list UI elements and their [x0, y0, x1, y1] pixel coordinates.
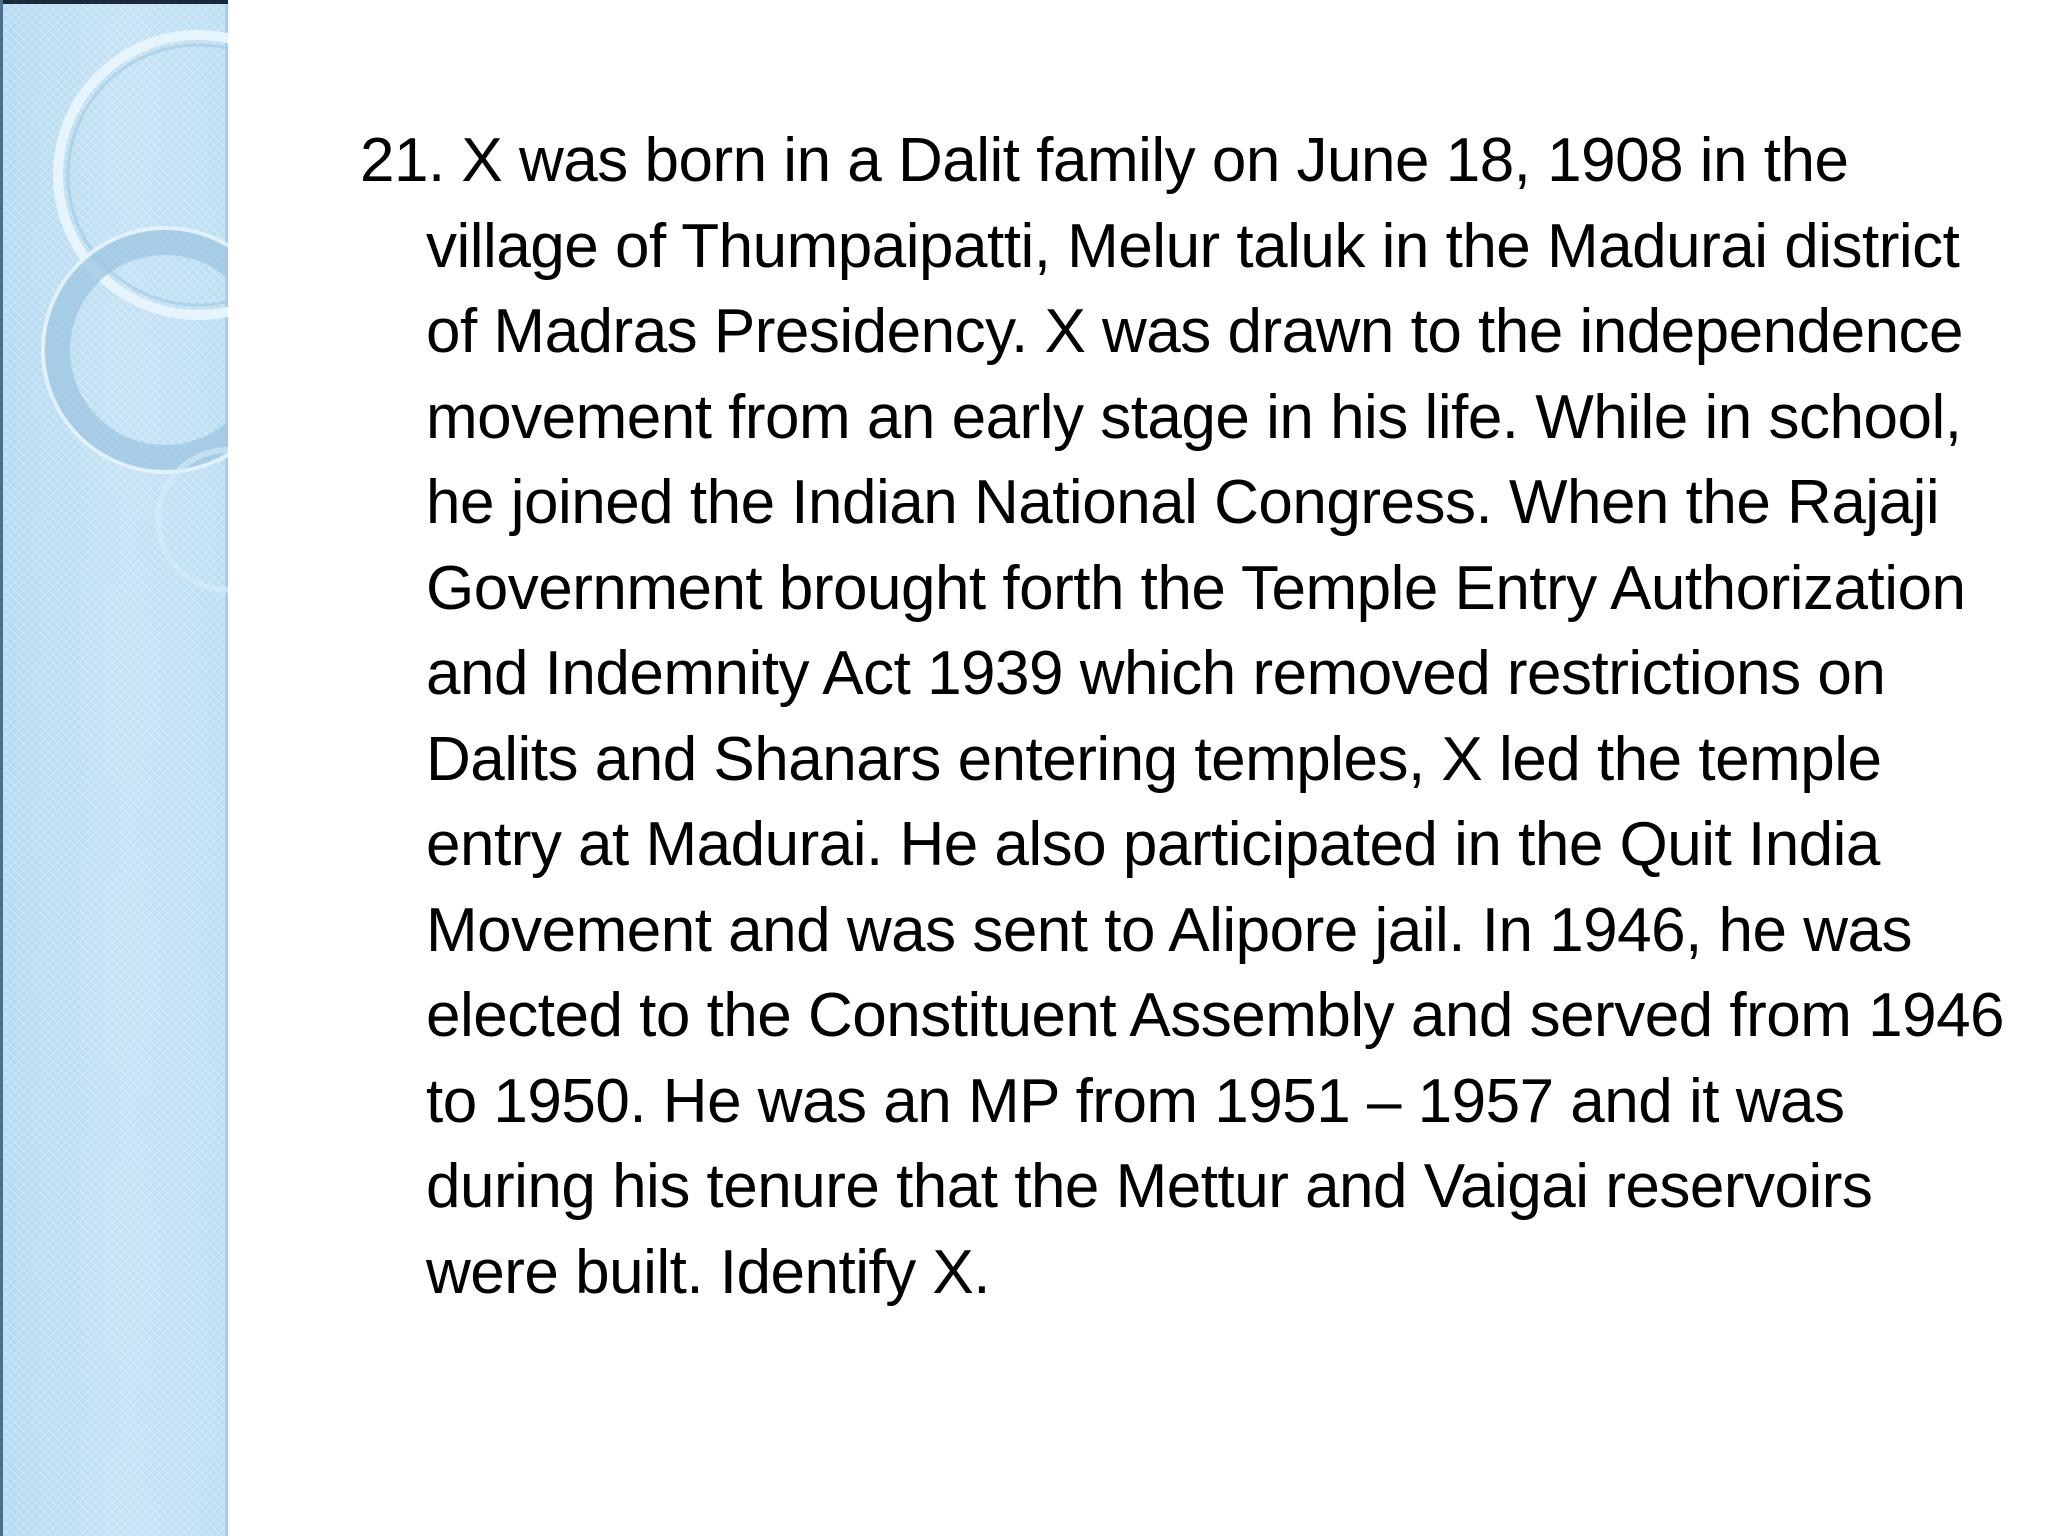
ring-medium [57, 242, 228, 458]
ring-medium-highlight [43, 228, 228, 472]
slide-content [360, 118, 2020, 1315]
question-text: 21. X was born in a Dalit family on June 18, 1908 in the village of Thumpaipatti, Melur taluk in the Madurai district of Madras Presidency. X was drawn to the independence movement from an early stage in his life. While in school, he joined the Indian National Congress. When the Rajaji Government brought forth the Temple Entry Authorization and Indemnity Act 1939 which removed restrictions on Dalits and Shanars entering temples, X led the temple entry at Madurai. He also participated in the Quit India Movement and was sent to Alipore jail. In 1946, he was elected to the Constituent Assembly and served from 1946 to 1950. He was an MP from 1951 – 1957 and it was during his tenure that the Mettur and Vaigai reservoirs were built. Identify X. [360, 126, 2005, 1307]
decorative-side-band [0, 0, 228, 1536]
decorative-rings [0, 0, 228, 600]
